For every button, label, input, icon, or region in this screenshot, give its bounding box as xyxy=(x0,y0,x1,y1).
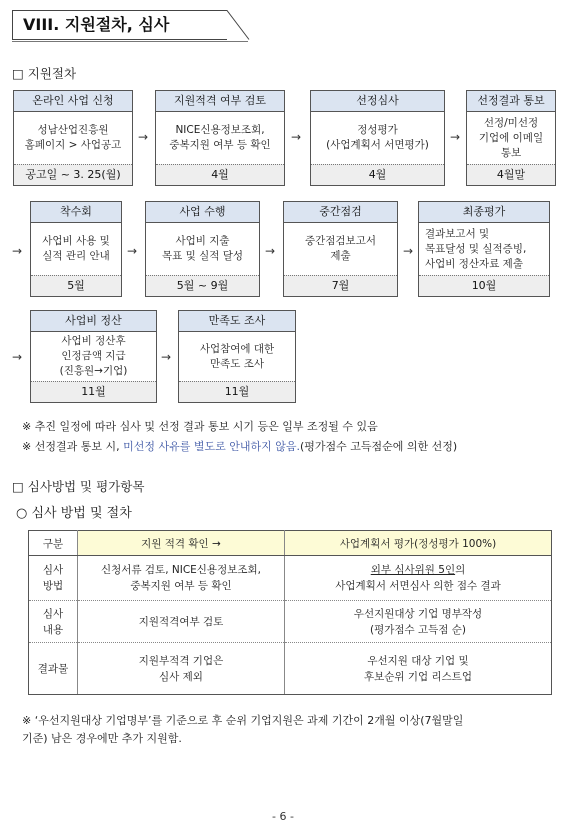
flow-box-body: NICE신용정보조회, 중복지원 여부 등 확인 xyxy=(169,124,271,151)
table-row-label: 심사 방법 xyxy=(29,556,78,601)
flow-box-body: 사업비 정산후 인정금액 지급 (진흥원→기업) xyxy=(59,335,128,377)
flow-box-schedule: 4월 xyxy=(311,164,444,185)
flow-box-settlement xyxy=(30,310,157,403)
table-cell: 신청서류 검토, NICE신용정보조회, 중복지원 여부 등 확인 xyxy=(78,556,285,601)
flow-arrow: → xyxy=(12,244,23,258)
table-row-label: 결과물 xyxy=(29,643,78,695)
table-cell: 우선지원 대상 기업 및 후보순위 기업 리스트업 xyxy=(285,643,552,695)
flow-box-body: 선정/미선정 기업에 이메일 통보 xyxy=(478,116,544,159)
flow-box-schedule: 공고일 ~ 3. 25(월) xyxy=(14,164,132,185)
flow-arrow: → xyxy=(403,244,414,258)
flow-box-online-application xyxy=(13,90,133,186)
flow-box-kickoff xyxy=(30,201,122,297)
review-method-table xyxy=(28,530,552,695)
table-row-label: 심사 내용 xyxy=(29,601,78,643)
table-header-cell: 구분 xyxy=(29,531,78,556)
flow-box-schedule: 7월 xyxy=(284,275,397,296)
flow-box-body: 사업참여에 대한 만족도 조사 xyxy=(199,342,275,370)
flow-arrow: → xyxy=(127,244,138,258)
note-highlight: 미선정 사유를 별도로 안내하지 않음. xyxy=(123,440,300,453)
table-cell: 지원부적격 기업은 심사 제외 xyxy=(78,643,285,695)
flow-box-schedule: 4월말 xyxy=(467,164,555,185)
flow-box-head: 온라인 사업 신청 xyxy=(14,91,132,112)
flow-box-head: 사업비 정산 xyxy=(31,311,156,332)
table-cell xyxy=(285,556,552,601)
flow-box-schedule: 11월 xyxy=(179,381,295,402)
section-title: VIII. 지원절차, 심사 xyxy=(12,10,227,40)
flow-box-body: 중간점검보고서 제출 xyxy=(304,235,376,262)
note-suffix: (평가점수 고득점순에 의한 선정) xyxy=(299,440,458,453)
flow-box-eligibility-check xyxy=(155,90,285,186)
flow-box-body: 사업비 사용 및 실적 관리 안내 xyxy=(42,235,110,262)
priority-footnote: ※ ‘우선지원대상 기업명부’를 기준으로 후 순위 기업지원은 과제 기간이 2개월 이상(7월말일 기준) 남은 경우에만 추가 지원함. xyxy=(22,714,464,745)
flow-arrow: → xyxy=(450,130,461,144)
flow-box-result-notice xyxy=(466,90,556,186)
flow-arrow: → xyxy=(265,244,276,258)
flow-box-schedule: 5월 ~ 9월 xyxy=(146,275,259,296)
flow-arrow: → xyxy=(138,130,149,144)
flow-box-head: 만족도 조사 xyxy=(179,311,295,332)
flow-box-schedule: 5월 xyxy=(31,275,121,296)
flow-box-body: 결과보고서 및 목표달성 및 실적증빙, 사업비 정산자료 제출 xyxy=(425,227,527,270)
page-number: - 6 - xyxy=(272,810,294,823)
review-heading: □ 심사방법 및 평가항목 xyxy=(12,479,145,494)
flow-box-head: 최종평가 xyxy=(419,202,549,223)
flow-box-head: 선정결과 통보 xyxy=(467,91,555,112)
flow-box-satisfaction-survey xyxy=(178,310,296,403)
flow-box-project-execution xyxy=(145,201,260,297)
section-title-underline xyxy=(12,41,248,42)
flow-arrow: → xyxy=(161,350,172,364)
flow-box-body: 사업비 지출 목표 및 실적 달성 xyxy=(161,235,243,262)
flow-box-head: 지원적격 여부 검토 xyxy=(156,91,284,112)
flow-box-head: 착수회 xyxy=(31,202,121,223)
table-cell: 우선지원대상 기업 명부작성 (평가점수 고득점 순) xyxy=(285,601,552,643)
flow-box-head: 사업 수행 xyxy=(146,202,259,223)
process-heading: □ 지원절차 xyxy=(12,66,77,81)
flow-box-schedule: 4월 xyxy=(156,164,284,185)
table-cell-rest: 의 사업계획서 서면심사 의한 점수 결과 xyxy=(335,564,501,592)
table-header-cell: 지원 적격 확인 → xyxy=(78,531,285,556)
flow-box-interim-check xyxy=(283,201,398,297)
flow-box-head: 중간점검 xyxy=(284,202,397,223)
flow-box-schedule: 11월 xyxy=(31,381,156,402)
table-row xyxy=(29,643,552,695)
flow-box-selection-review xyxy=(310,90,445,186)
flow-box-schedule: 10월 xyxy=(419,275,549,296)
section-title-corner-decoration xyxy=(210,10,250,40)
flow-box-final-evaluation xyxy=(418,201,550,297)
table-cell-underlined: 외부 심사위원 5인 xyxy=(370,564,456,576)
note-prefix: ※ 선정결과 통보 시, xyxy=(22,440,124,453)
flow-box-head: 선정심사 xyxy=(311,91,444,112)
review-subheading: ○ 심사 방법 및 절차 xyxy=(16,506,132,521)
table-row xyxy=(29,556,552,601)
table-header-row xyxy=(29,531,552,556)
result-notice-note xyxy=(22,438,457,454)
table-cell: 지원적격여부 검토 xyxy=(78,601,285,643)
flow-box-body: 성남산업진흥원 홈페이지 > 사업공고 xyxy=(24,124,122,151)
flow-arrow: → xyxy=(291,130,302,144)
schedule-note: ※ 추진 일정에 따라 심사 및 선정 결과 통보 시기 등은 일부 조정될 수 있음 xyxy=(22,420,378,433)
flow-arrow: → xyxy=(12,350,23,364)
table-header-cell: 사업계획서 평가(정성평가 100%) xyxy=(285,531,552,556)
flow-box-body: 정성평가 (사업계획서 서면평가) xyxy=(326,124,429,151)
table-row xyxy=(29,601,552,643)
